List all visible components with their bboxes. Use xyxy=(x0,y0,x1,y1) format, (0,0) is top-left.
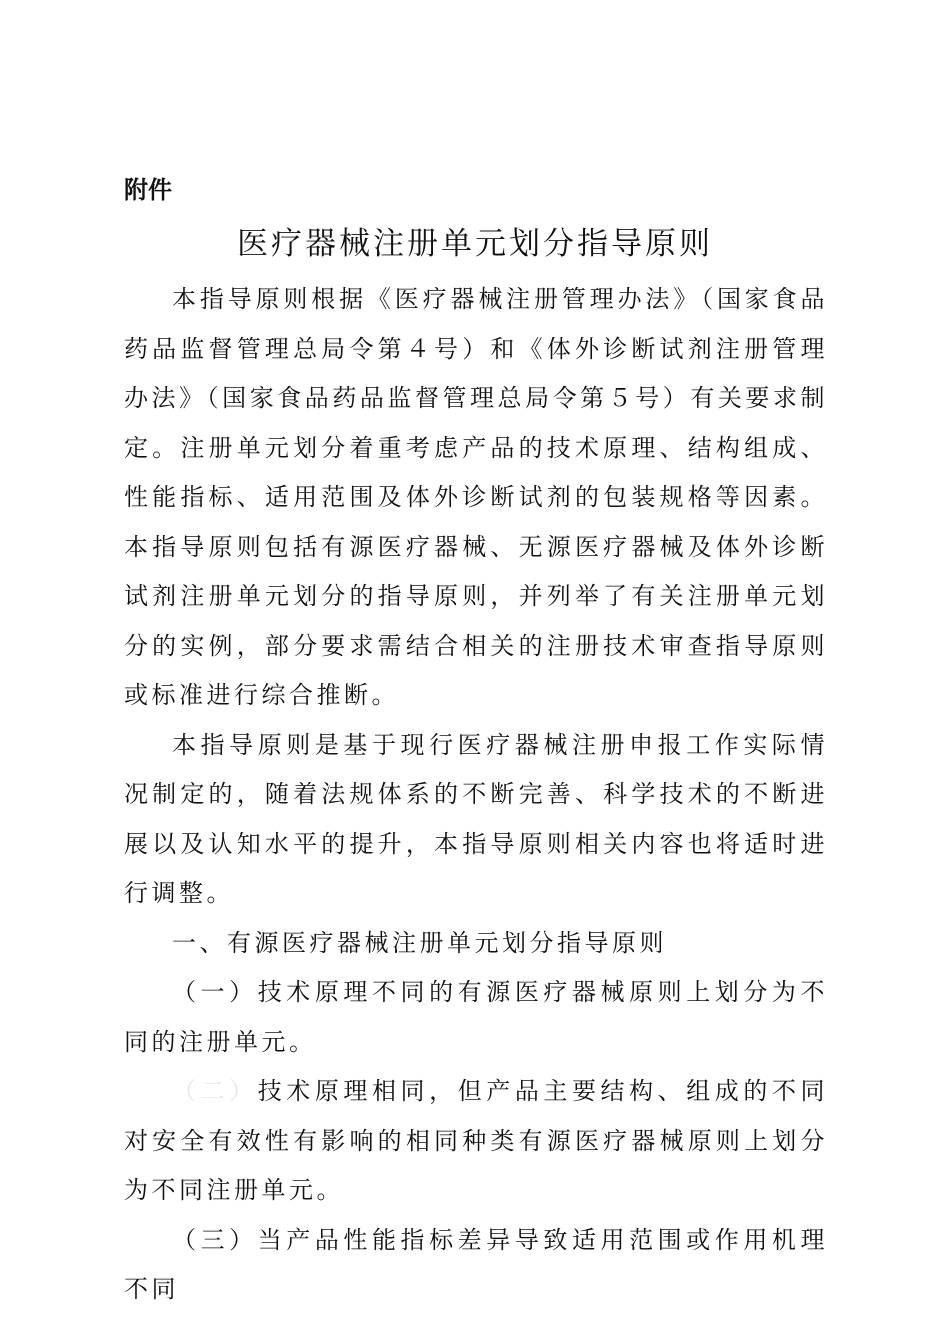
section-heading-active-devices: 一、有源医疗器械注册单元划分指导原则 xyxy=(172,928,667,957)
paragraph-adjustment: 本指导原则是基于现行医疗器械注册申报工作实际情况制定的，随着法规体系的不断完善、科学技术的不断进展以及认知水平的提升，本指导原则相关内容也将适时进行调整。 xyxy=(124,730,828,907)
paragraph-item-3: （三）当产品性能指标差异导致适用范围或作用机理不同 xyxy=(124,1225,828,1303)
faint-item-marker: （二） xyxy=(172,1077,258,1105)
paragraph-item-2 xyxy=(124,1067,828,1216)
document-title: 医疗器械注册单元划分指导原则 xyxy=(237,226,713,262)
attachment-label: 附件 xyxy=(124,176,172,204)
paragraph-item-1: （一）技术原理不同的有源医疗器械原则上划分为不同的注册单元。 xyxy=(124,978,828,1056)
document-body xyxy=(124,275,828,1315)
paragraph-item-2-text: 技术原理相同，但产品主要结构、组成的不同对安全有效性有影响的相同种类有源医疗器械原则上划分为不同注册单元。 xyxy=(124,1077,829,1204)
paragraph-intro: 本指导原则根据《医疗器械注册管理办法》（国家食品药品监督管理总局令第４号）和《体外诊断试剂注册管理办法》（国家食品药品监督管理总局令第５号）有关要求制定。注册单元划分着重考虑产品的技术原理、结构组成、性能指标、适用范围及体外诊断试剂的包装规格等因素。本指导原则包括有源医疗器械、无源医疗器械及体外诊断试剂注册单元划分的指导原则，并列举了有关注册单元划分的实例，部分要求需结合相关的注册技术审查指导原则或标准进行综合推断。 xyxy=(124,285,828,709)
